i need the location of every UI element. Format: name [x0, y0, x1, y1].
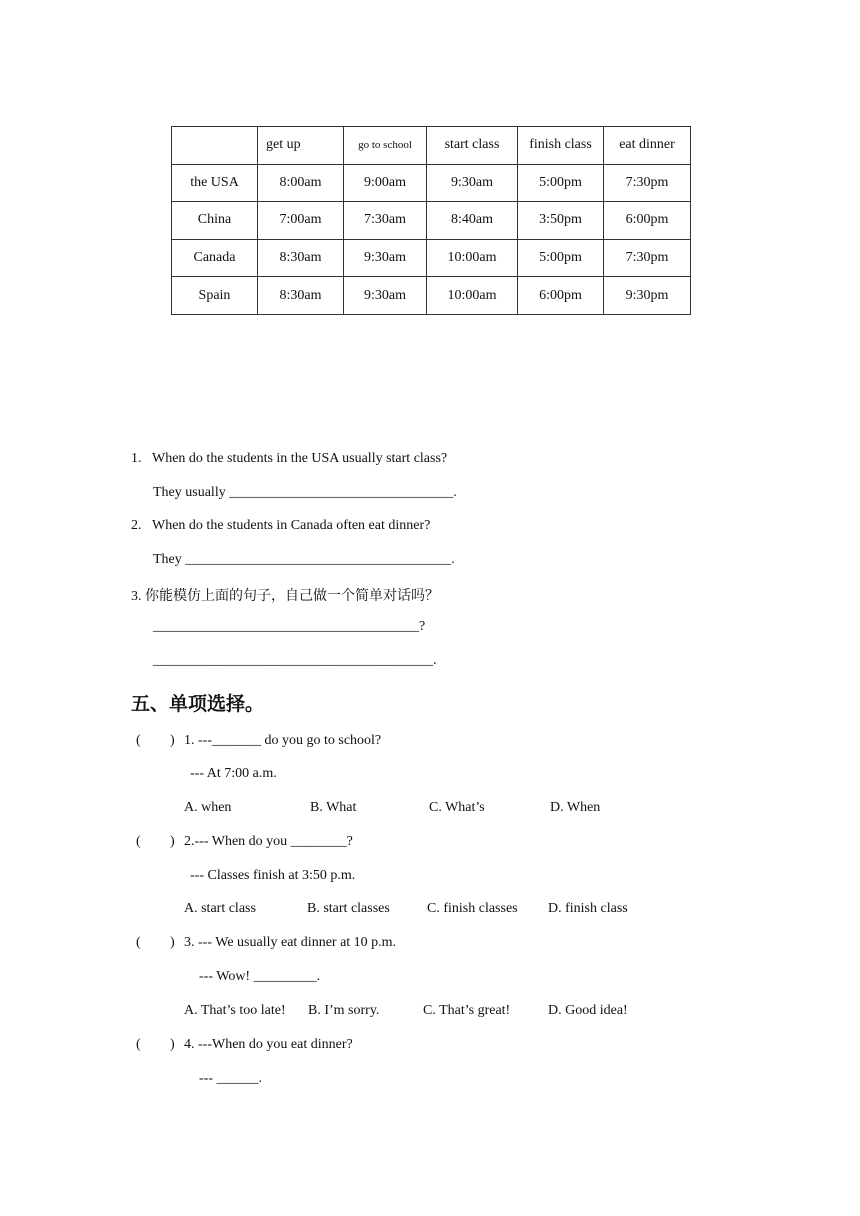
answer-paren-close: )	[170, 733, 175, 748]
answer-paren-close: )	[170, 834, 175, 849]
option-a: A. That’s too late!	[184, 1003, 286, 1018]
table-row	[172, 164, 691, 202]
answer-paren-open: (	[136, 733, 141, 748]
section-title: 五、单项选择。	[131, 693, 265, 715]
answer-paren-open: (	[136, 1037, 141, 1052]
time-cell: 8:40am	[427, 202, 518, 240]
option-d: D. finish class	[548, 901, 628, 916]
answer-line-1: They usually ________________________________.	[153, 485, 457, 500]
mc-answer-2: --- Classes finish at 3:50 p.m.	[190, 868, 356, 883]
time-cell: 7:30am	[344, 202, 427, 240]
time-cell: 8:00am	[258, 164, 344, 202]
time-cell: 5:00pm	[518, 239, 604, 277]
time-cell: 10:00am	[427, 239, 518, 277]
option-d: D. When	[550, 800, 601, 815]
country-cell: Spain	[172, 277, 258, 315]
blank-line-1: ______________________________________?	[153, 619, 426, 634]
header-cell: eat dinner	[604, 127, 691, 165]
time-cell: 9:30am	[427, 164, 518, 202]
time-cell: 7:00am	[258, 202, 344, 240]
answer-line-2: They ______________________________________.	[153, 552, 455, 567]
mc-answer-3: --- Wow! _________.	[199, 969, 321, 984]
mc-answer-4: --- ______.	[199, 1071, 262, 1086]
header-cell: go to school	[344, 127, 427, 165]
time-cell: 6:00pm	[518, 277, 604, 315]
mc-question-1: 1. ---_______ do you go to school?	[184, 733, 382, 748]
question-1: 1. When do the students in the USA usually start class?	[131, 451, 448, 466]
blank-line-2: ________________________________________.	[153, 653, 437, 668]
mc-question-2: 2.--- When do you ________?	[184, 834, 353, 849]
time-cell: 8:30am	[258, 239, 344, 277]
answer-paren-open: (	[136, 935, 141, 950]
option-c: C. What’s	[429, 800, 485, 815]
mc-answer-1: --- At 7:00 a.m.	[190, 766, 277, 781]
schedule-table	[171, 126, 691, 315]
country-cell: Canada	[172, 239, 258, 277]
time-cell: 7:30pm	[604, 239, 691, 277]
option-b: B. I’m sorry.	[308, 1003, 380, 1018]
header-cell	[172, 127, 258, 165]
option-c: C. That’s great!	[423, 1003, 511, 1018]
time-cell: 6:00pm	[604, 202, 691, 240]
option-d: D. Good idea!	[548, 1003, 628, 1018]
mc-question-4: 4. ---When do you eat dinner?	[184, 1037, 353, 1052]
answer-paren-close: )	[170, 935, 175, 950]
answer-paren-close: )	[170, 1037, 175, 1052]
time-cell: 3:50pm	[518, 202, 604, 240]
option-b: B. start classes	[307, 901, 390, 916]
header-cell: start class	[427, 127, 518, 165]
country-cell: the USA	[172, 164, 258, 202]
table-header-row	[172, 127, 691, 165]
option-c: C. finish classes	[427, 901, 518, 916]
option-a: A. start class	[184, 901, 256, 916]
table-row	[172, 202, 691, 240]
option-a: A. when	[184, 800, 232, 815]
time-cell: 8:30am	[258, 277, 344, 315]
time-cell: 7:30pm	[604, 164, 691, 202]
table-row	[172, 239, 691, 277]
time-cell: 9:30am	[344, 239, 427, 277]
time-cell: 9:00am	[344, 164, 427, 202]
answer-paren-open: (	[136, 834, 141, 849]
mc-question-3: 3. --- We usually eat dinner at 10 p.m.	[184, 935, 397, 950]
question-3: 3. 你能模仿上面的句子，自己做一个简单对话吗？	[131, 589, 439, 604]
header-cell: finish class	[518, 127, 604, 165]
time-cell: 9:30am	[344, 277, 427, 315]
time-cell: 10:00am	[427, 277, 518, 315]
time-cell: 9:30pm	[604, 277, 691, 315]
question-2: 2. When do the students in Canada often eat dinner?	[131, 518, 431, 533]
option-b: B. What	[310, 800, 357, 815]
header-cell: get up	[258, 127, 344, 165]
table-row	[172, 277, 691, 315]
country-cell: China	[172, 202, 258, 240]
time-cell: 5:00pm	[518, 164, 604, 202]
